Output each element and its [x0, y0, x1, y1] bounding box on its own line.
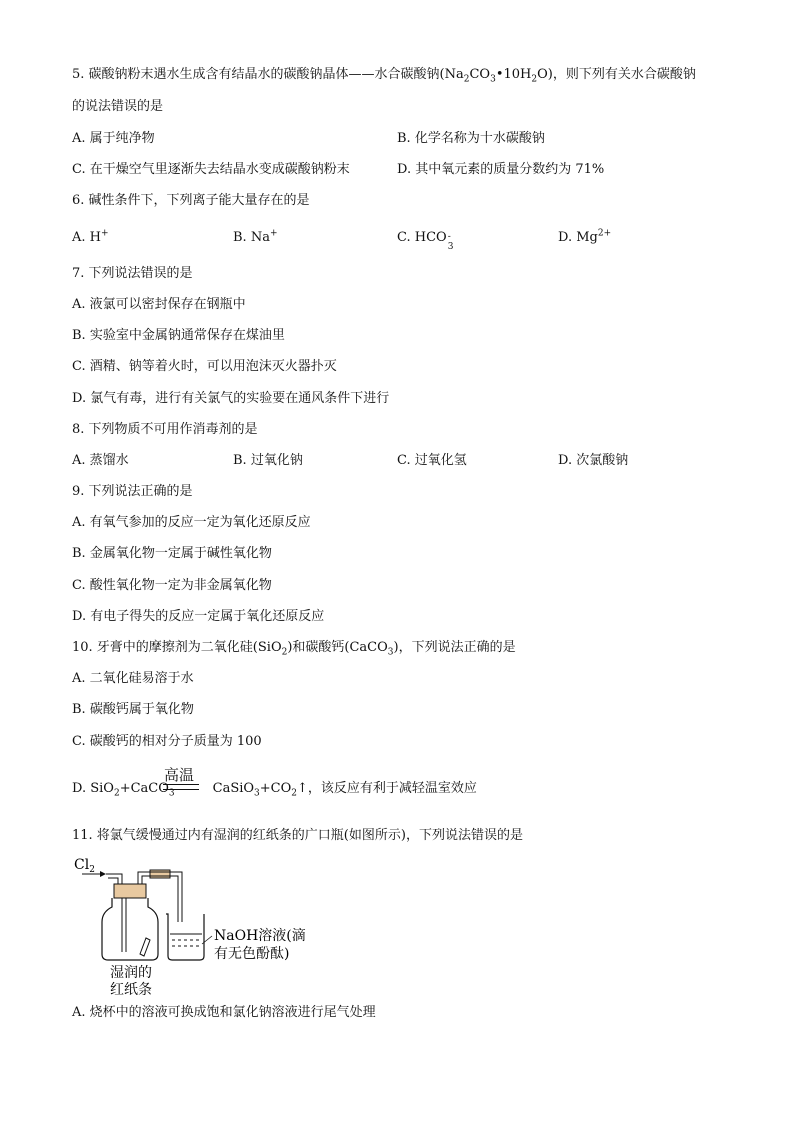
q5-option-b: B. 化学名称为十水碳酸钠 — [397, 131, 545, 146]
q5-option-a: A. 属于纯净物 — [72, 131, 155, 146]
q5-option-d: D. 其中氧元素的质量分数约为 71% — [397, 162, 605, 177]
q9-option-c: C. 酸性氧化物一定为非金属氧化物 — [72, 578, 272, 593]
q6-stem: 6. 碱性条件下，下列离子能大量存在的是 — [72, 193, 310, 208]
q6-option-d: D. $Mg^{2+}$ — [558, 228, 612, 245]
fig-label-bottle-1: 湿润的 — [110, 965, 152, 981]
q8-option-d: D. 次氯酸钠 — [558, 453, 629, 468]
fig-label-bottle-2: 红纸条 — [110, 982, 152, 997]
fig-gas-label: $Cl_2$ — [74, 857, 95, 875]
q9-stem: 9. 下列说法正确的是 — [72, 484, 193, 499]
q9-option-a: A. 有氧气参加的反应一定为氧化还原反应 — [72, 515, 311, 530]
beaker — [166, 914, 204, 960]
q7-option-a: A. 液氯可以密封保存在钢瓶中 — [72, 297, 246, 312]
bottle-stopper — [114, 884, 146, 898]
q7-stem: 7. 下列说法错误的是 — [72, 266, 193, 281]
q10-reaction-condition: 高温 — [164, 766, 195, 784]
q6-option-c: C. HCO - 3 — [397, 230, 454, 252]
q7-option-c: C. 酒精、钠等着火时，可以用泡沫灭火器扑灭 — [72, 359, 337, 374]
q9-option-d: D. 有电子得失的反应一定属于氧化还原反应 — [72, 609, 325, 624]
fig-label-beaker-1: NaOH溶液(滴 — [214, 928, 306, 944]
q6-option-a: A. H+ — [72, 228, 109, 245]
apparatus-diagram — [72, 852, 332, 997]
q10-option-c: C. 碳酸钙的相对分子质量为 100 — [72, 734, 262, 749]
fig-label-beaker-2: 有无色酚酞) — [214, 946, 290, 962]
q10-option-d: D. SiO$_2$+CaCO$_3$ $CaSiO_3+CO_2↑$，该反应有利于减轻温室效应 — [72, 781, 477, 799]
q10-stem: 10. 牙膏中的摩擦剂为二氧化硅(SiO$_2$)和碳酸钙(CaCO$_3$)，下列说法正确的是 — [72, 640, 516, 658]
inlet-tube-top — [106, 874, 122, 884]
q8-option-b: B. 过氧化钠 — [233, 453, 303, 468]
inlet-arrow-head — [100, 871, 106, 877]
outlet-tube-inner — [142, 876, 178, 922]
q5-stem-line2: 的说法错误的是 — [72, 99, 164, 114]
q7-option-b: B. 实验室中金属钠通常保存在煤油里 — [72, 328, 285, 343]
q8-option-a: A. 蒸馏水 — [72, 453, 129, 468]
q7-option-d: D. 氯气有毒，进行有关氯气的实验要在通风条件下进行 — [72, 391, 390, 406]
inlet-tube-inner — [108, 878, 118, 884]
q5-stem-line1: 5. 碳酸钠粉末遇水生成含有结晶水的碳酸钠晶体——水合碳酸钠$(Na_2CO_3•10H_2O)$，则下列有关水合碳酸钠 — [72, 67, 696, 85]
rubber-connector — [150, 870, 170, 878]
q11-option-a: A. 烧杯中的溶液可换成饱和氯化钠溶液进行尾气处理 — [72, 1005, 376, 1020]
q8-option-c: C. 过氧化氢 — [397, 453, 467, 468]
q10-option-b: B. 碳酸钙属于氧化物 — [72, 702, 194, 717]
q10-option-a: A. 二氧化硅易溶于水 — [72, 671, 194, 686]
wide-mouth-bottle — [102, 898, 158, 960]
q11-stem: 11. 将氯气缓慢通过内有湿润的红纸条的广口瓶(如图所示)，下列说法错误的是 — [72, 828, 523, 843]
q9-option-b: B. 金属氧化物一定属于碱性氧化物 — [72, 546, 272, 561]
q8-stem: 8. 下列物质不可用作消毒剂的是 — [72, 422, 258, 437]
q5-option-c: C. 在干燥空气里逐渐失去结晶水变成碳酸钠粉末 — [72, 162, 350, 177]
red-paper-strip — [140, 938, 150, 956]
q6-option-b: B. Na+ — [233, 228, 278, 245]
